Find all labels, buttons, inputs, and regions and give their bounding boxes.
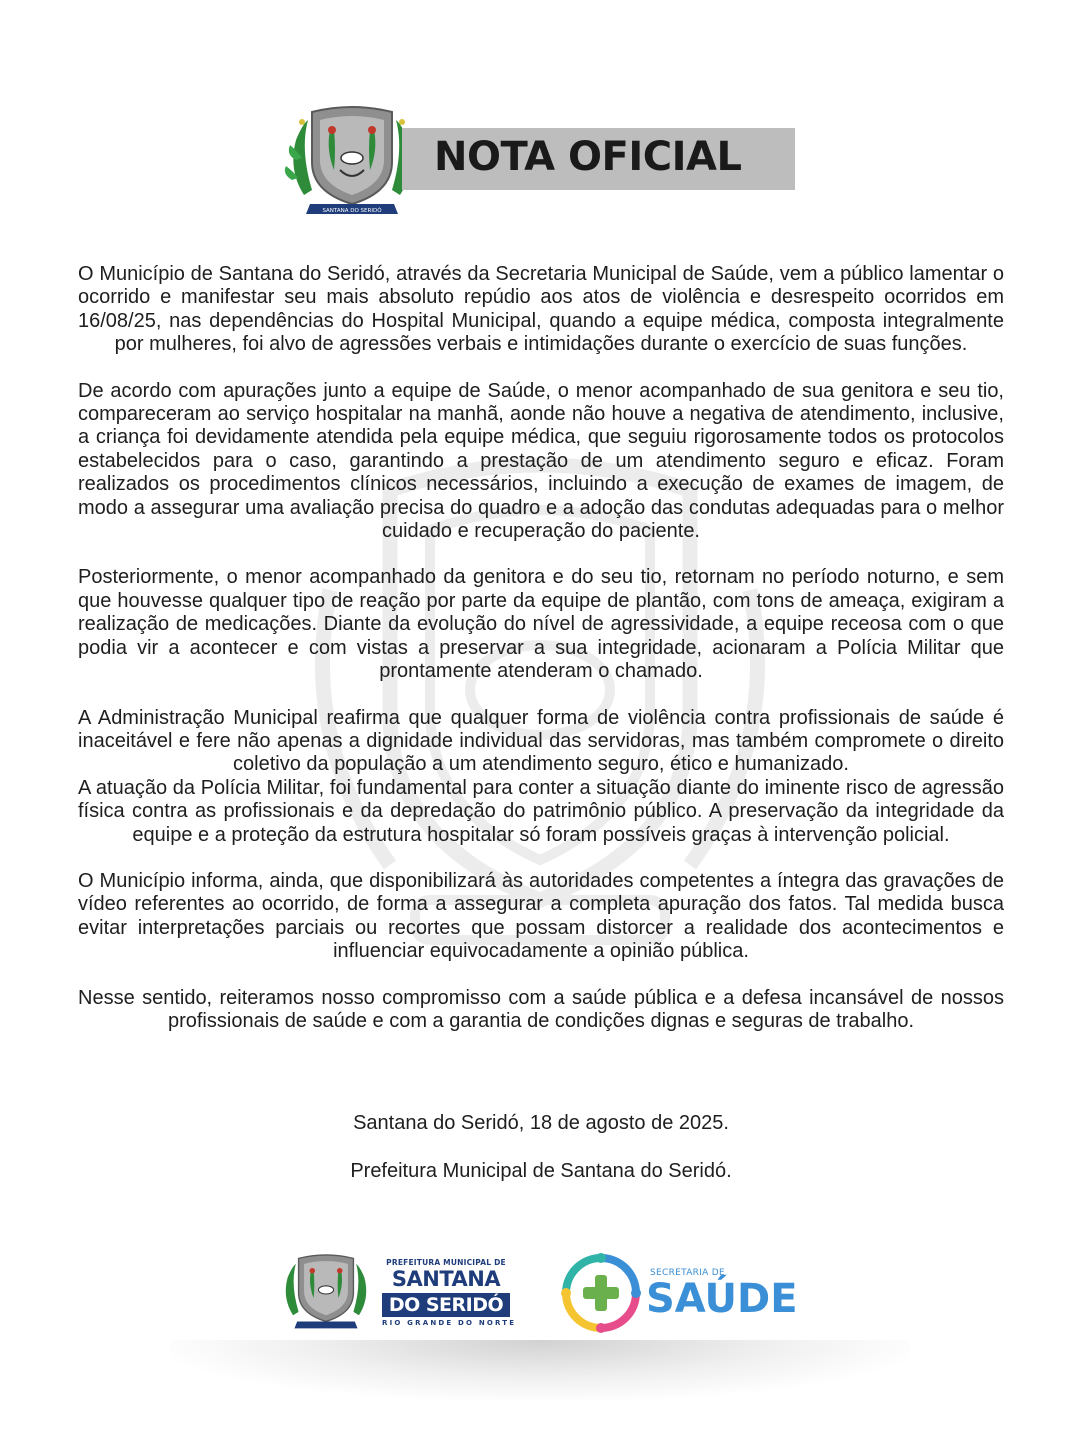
paragraph-2: De acordo com apurações junto a equipe de Saúde, o menor acompanhado de sua genitora e seu tio, compareceram ao serviço hospitalar na manhã, aonde não houve a negativa de atendimento, inclusive, a criança foi devidamente atendida pela equipe médica, que seguiu rigorosamente todos os protocolos estabelecidos para o caso, garantindo a prestação de um atendimento seguro e eficaz. Foram realizados os procedimentos clínicos necessários, incluindo a execução de exames de imagem, de modo a assegurar uma avaliação precisa do quadro e a adoção das condutas adequadas para o melhor cuidado e recuperação do paciente. xyxy=(78,379,1004,543)
prefeitura-logo-line4: RIO GRANDE DO NORTE xyxy=(382,1319,517,1327)
paragraph-3: Posteriormente, o menor acompanhado da genitora e do seu tio, retornam no período noturno, e sem que houvesse qualquer tipo de reação por parte da equipe de plantão, com tons de ameaça, exigiram a realização de medicações. Diante da evolução do nível de agressividade, a equipe receosa com o que podia vir a acontecer e com vistas a preservar a sua integridade, acionaram a Polícia Militar que prontamente atenderam o chamado. xyxy=(78,566,1004,683)
prefeitura-logo-line3: DO SERIDÓ xyxy=(382,1293,510,1317)
saude-logo-small: SECRETARIA DE xyxy=(650,1268,726,1278)
page-header xyxy=(282,100,802,225)
paragraph-6: O Município informa, ainda, que disponibilizará às autoridades competentes a íntegra das gravações de vídeo referentes ao ocorrido, de forma a assegurar a completa apuração dos fatos. Tal medida busca evitar interpretações parciais ou recortes que possam distorcer a realidade dos acontecimentos e influenciar equivocadamente a opinião pública. xyxy=(78,869,1004,963)
municipal-crest-icon xyxy=(282,100,422,225)
date-line: Santana do Seridó, 18 de agosto de 2025. xyxy=(353,1112,729,1134)
signature-line: Prefeitura Municipal de Santana do Seridó. xyxy=(350,1160,732,1182)
saude-logo-big: SAÚDE xyxy=(646,1276,798,1322)
crest-ribbon-text: SANTANA DO SERIDÓ xyxy=(322,208,382,214)
footer-crest-icon xyxy=(278,1250,374,1336)
page-title: NOTA OFICIAL xyxy=(434,134,742,180)
paragraph-5: A atuação da Polícia Militar, foi fundamental para conter a situação diante do iminente risco de agressão física contra as profissionais e da depredação do patrimônio público. A preservação da integridade da equipe e a proteção da estrutura hospitalar só foram possíveis graças à intervenção policial. xyxy=(78,776,1004,846)
prefeitura-logo-line2: SANTANA xyxy=(391,1267,501,1291)
prefeitura-logo xyxy=(382,1258,517,1330)
saude-logo-icon xyxy=(558,1250,644,1336)
note-body xyxy=(78,263,1004,1056)
paragraph-7: Nesse sentido, reiteramos nosso compromisso com a saúde pública e a defesa incansável de nossos profissionais de saúde e com a garantia de condições dignas e seguras de trabalho. xyxy=(78,986,1004,1032)
paragraph-4: A Administração Municipal reafirma que qualquer forma de violência contra profissionais de saúde é inaceitável e fere não apenas a dignidade individual das servidoras, mas também compromete o direito coletivo da população a um atendimento seguro, ético e humanizado. xyxy=(78,706,1004,776)
paragraph-1: O Município de Santana do Seridó, através da Secretaria Municipal de Saúde, vem a público lamentar o ocorrido e manifestar seu mais absoluto repúdio aos atos de violência e desrespeito ocorridos em 16/08/25, nas dependências do Hospital Municipal, quando a equipe médica, composta integralmente por mulheres, foi alvo de agressões verbais e intimidações durante o exercício de suas funções. xyxy=(78,263,1004,356)
prefeitura-logo-line1: PREFEITURA MUNICIPAL DE xyxy=(386,1258,506,1267)
footer-shadow xyxy=(170,1340,910,1400)
